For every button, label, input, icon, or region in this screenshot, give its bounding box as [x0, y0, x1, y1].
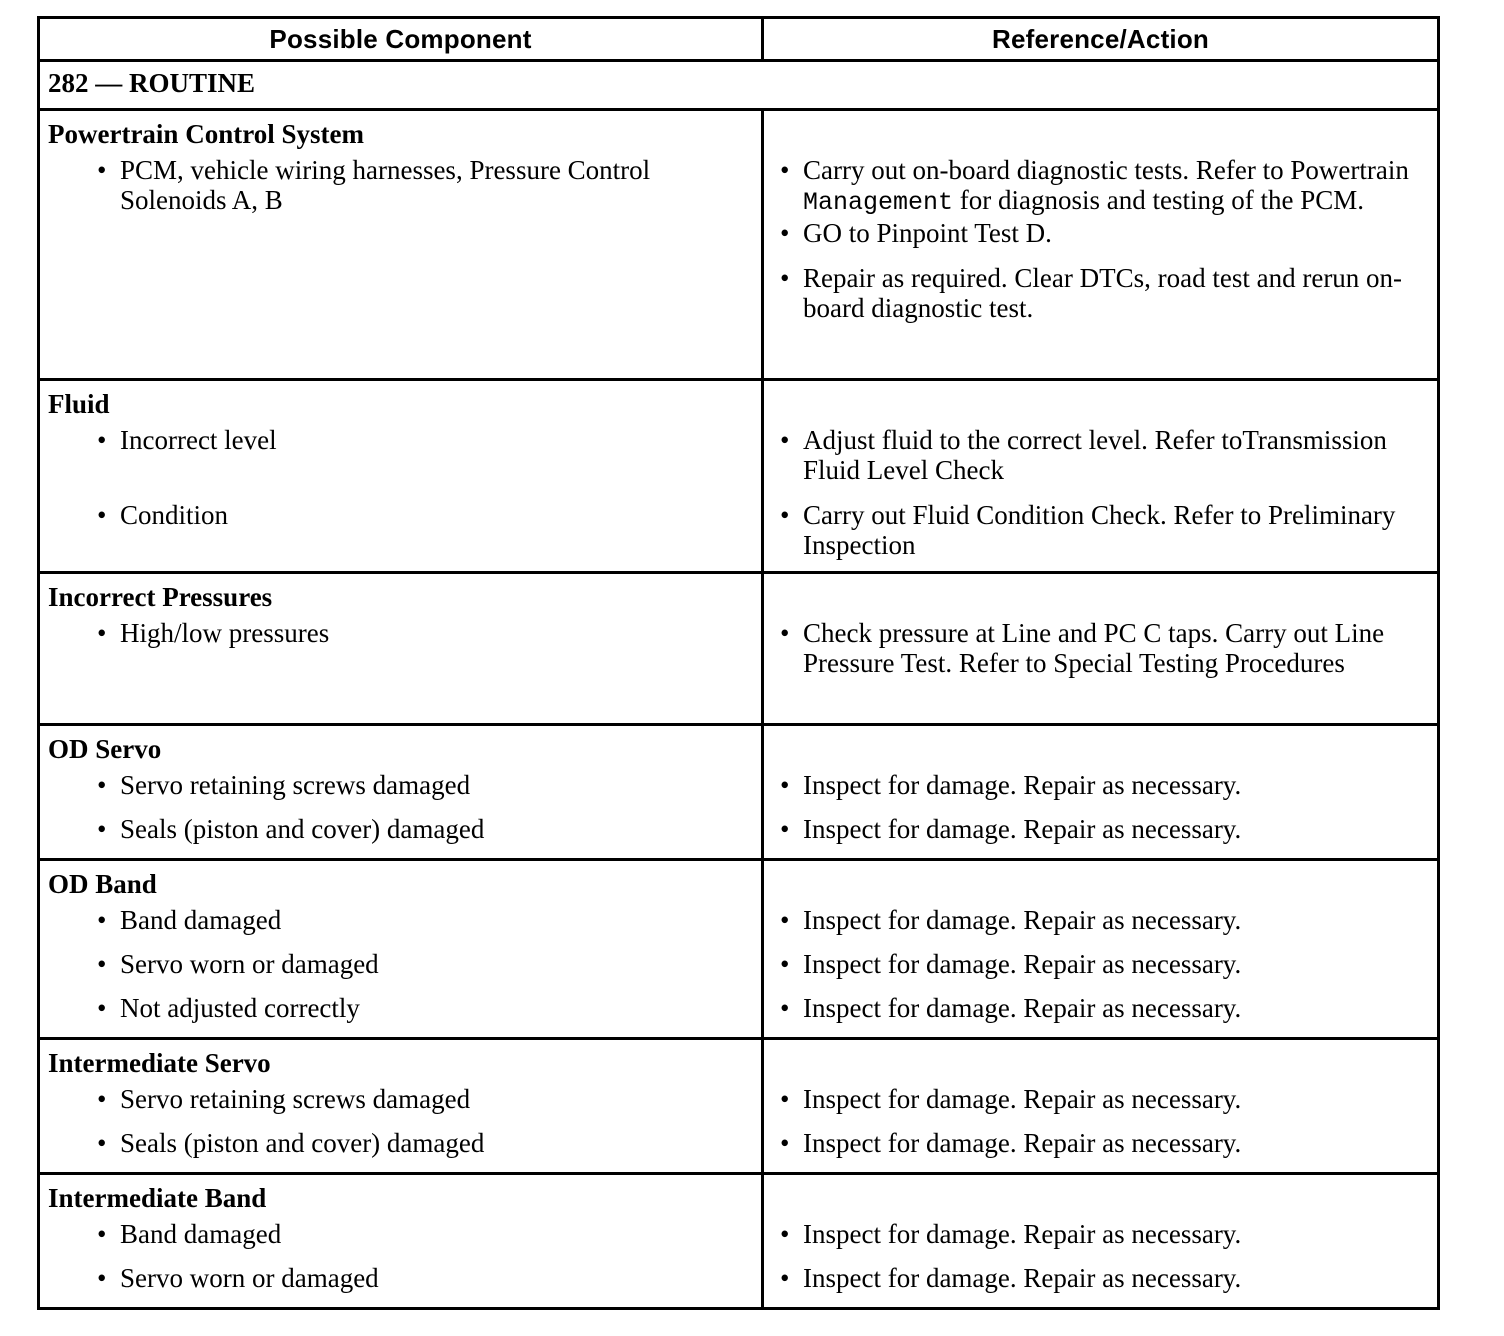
action-item [764, 155, 1437, 218]
action-list [764, 425, 1437, 560]
section-title: Incorrect Pressures [48, 582, 273, 612]
bullet-icon: • [780, 814, 790, 844]
action-item [764, 1263, 1437, 1307]
component-item [40, 993, 761, 1037]
action-item [764, 770, 1437, 814]
action-list [764, 1219, 1437, 1307]
component-item [40, 1263, 761, 1307]
component-cell [39, 380, 763, 573]
action-text: Inspect for damage. Repair as necessary. [803, 905, 1242, 935]
component-list [40, 155, 761, 215]
action-text: Carry out Fluid Condition Check. Refer to Preliminary Inspection [803, 500, 1396, 560]
action-text: Inspect for damage. Repair as necessary. [803, 949, 1242, 979]
component-cell [39, 110, 763, 380]
action-list [764, 1084, 1437, 1172]
bullet-icon: • [780, 993, 790, 1023]
section-row [39, 110, 1439, 380]
action-item [764, 993, 1437, 1037]
component-item [40, 155, 761, 215]
action-item [764, 618, 1437, 723]
action-cell [763, 725, 1439, 860]
action-item [764, 500, 1437, 560]
component-cell [39, 1174, 763, 1309]
component-list [40, 425, 761, 545]
bullet-icon: • [780, 155, 790, 185]
action-text: GO to Pinpoint Test D. [803, 218, 1052, 248]
component-item [40, 425, 761, 500]
action-item [764, 814, 1437, 858]
component-text: Seals (piston and cover) damaged [120, 814, 485, 844]
component-text: High/low pressures [120, 618, 330, 648]
section-title: Intermediate Servo [48, 1048, 271, 1078]
component-list [40, 770, 761, 858]
component-list [40, 905, 761, 1037]
action-text: Inspect for damage. Repair as necessary. [803, 993, 1242, 1023]
action-spacer [764, 861, 1437, 905]
bullet-icon: • [780, 263, 790, 293]
table-header [39, 18, 1439, 61]
bullet-icon: • [97, 949, 107, 979]
component-text: Condition [120, 500, 229, 530]
action-text-continued: for diagnosis and testing of the PCM. [953, 185, 1365, 215]
component-list [40, 1219, 761, 1307]
action-spacer [764, 1040, 1437, 1084]
section-row [39, 1039, 1439, 1174]
bullet-icon: • [97, 993, 107, 1023]
action-spacer [764, 574, 1437, 618]
action-text: Adjust fluid to the correct level. Refer toTransmission Fluid Level Check [803, 425, 1387, 485]
action-text: Inspect for damage. Repair as necessary. [803, 1084, 1242, 1114]
action-spacer [764, 726, 1437, 770]
routine-code: 282 — ROUTINE [39, 61, 1439, 110]
component-cell [39, 1039, 763, 1174]
component-text: Servo worn or damaged [120, 1263, 379, 1293]
component-text: Servo worn or damaged [120, 949, 379, 979]
code-row [39, 61, 1439, 110]
diagnosis-table [37, 16, 1440, 1310]
action-cell [763, 1174, 1439, 1309]
bullet-icon: • [97, 770, 107, 800]
action-cell [763, 380, 1439, 573]
action-cell [763, 110, 1439, 380]
action-item [764, 1084, 1437, 1128]
component-item [40, 949, 761, 993]
action-cell [763, 1039, 1439, 1174]
action-spacer [764, 1175, 1437, 1219]
bullet-icon: • [97, 1219, 107, 1249]
section-title: Intermediate Band [48, 1183, 267, 1213]
component-item [40, 500, 761, 545]
action-item [764, 1219, 1437, 1263]
bullet-icon: • [780, 905, 790, 935]
action-item [764, 905, 1437, 949]
bullet-icon: • [780, 618, 790, 648]
component-item [40, 1128, 761, 1172]
section-title: OD Band [48, 869, 157, 899]
action-text: Inspect for damage. Repair as necessary. [803, 770, 1242, 800]
action-item [764, 263, 1437, 323]
component-item [40, 1219, 761, 1263]
action-item [764, 949, 1437, 993]
bullet-icon: • [97, 905, 107, 935]
section-row [39, 860, 1439, 1039]
action-text: Inspect for damage. Repair as necessary. [803, 1219, 1242, 1249]
bullet-icon: • [780, 1219, 790, 1249]
component-cell [39, 725, 763, 860]
component-text: Incorrect level [120, 425, 277, 455]
bullet-icon: • [780, 425, 790, 455]
component-item [40, 814, 761, 858]
action-reference-text: Management [803, 188, 954, 217]
component-item [40, 770, 761, 814]
action-text: Repair as required. Clear DTCs, road test and rerun on-board diagnostic test. [803, 263, 1403, 323]
component-text: Seals (piston and cover) damaged [120, 1128, 485, 1158]
action-list [764, 155, 1437, 323]
component-list [40, 618, 761, 723]
action-cell [763, 573, 1439, 725]
bullet-icon: • [780, 1263, 790, 1293]
section-title: OD Servo [48, 734, 162, 764]
section-title: Fluid [48, 389, 110, 419]
bullet-icon: • [97, 425, 107, 455]
bullet-icon: • [780, 949, 790, 979]
component-list [40, 1084, 761, 1172]
header-reference-action: Reference/Action [763, 18, 1439, 61]
action-list [764, 770, 1437, 858]
bullet-icon: • [780, 218, 790, 248]
header-row [39, 18, 1439, 61]
bullet-icon: • [97, 500, 107, 530]
bullet-icon: • [97, 1084, 107, 1114]
section-row [39, 573, 1439, 725]
bullet-icon: • [97, 814, 107, 844]
section-row [39, 725, 1439, 860]
component-text: Band damaged [120, 1219, 282, 1249]
action-list [764, 905, 1437, 1037]
component-cell [39, 860, 763, 1039]
section-row [39, 380, 1439, 573]
action-text: Inspect for damage. Repair as necessary. [803, 1128, 1242, 1158]
action-text: Inspect for damage. Repair as necessary. [803, 814, 1242, 844]
component-item [40, 905, 761, 949]
component-cell [39, 573, 763, 725]
table-body [39, 61, 1439, 1309]
bullet-icon: • [780, 500, 790, 530]
component-text: Not adjusted correctly [120, 993, 360, 1023]
bullet-icon: • [97, 1263, 107, 1293]
action-item [764, 218, 1437, 263]
section-row [39, 1174, 1439, 1309]
section-title: Powertrain Control System [48, 119, 364, 149]
component-text: PCM, vehicle wiring harnesses, Pressure Control Solenoids A, B [120, 155, 651, 215]
action-text: Inspect for damage. Repair as necessary. [803, 1263, 1242, 1293]
action-cell [763, 860, 1439, 1039]
action-item [764, 425, 1437, 500]
action-text: Carry out on-board diagnostic tests. Refer to Powertrain [803, 155, 1409, 185]
action-spacer [764, 111, 1437, 155]
action-list [764, 618, 1437, 723]
bullet-icon: • [97, 1128, 107, 1158]
action-spacer [764, 381, 1437, 425]
component-text: Servo retaining screws damaged [120, 770, 471, 800]
action-text: Check pressure at Line and PC C taps. Carry out Line Pressure Test. Refer to Special Testing Procedures [803, 618, 1385, 678]
component-item [40, 1084, 761, 1128]
component-item [40, 618, 761, 723]
action-item [764, 1128, 1437, 1172]
component-text: Servo retaining screws damaged [120, 1084, 471, 1114]
bullet-icon: • [780, 1128, 790, 1158]
bullet-icon: • [780, 1084, 790, 1114]
header-possible-component: Possible Component [39, 18, 763, 61]
bullet-icon: • [97, 155, 107, 185]
bullet-icon: • [97, 618, 107, 648]
component-text: Band damaged [120, 905, 282, 935]
bullet-icon: • [780, 770, 790, 800]
